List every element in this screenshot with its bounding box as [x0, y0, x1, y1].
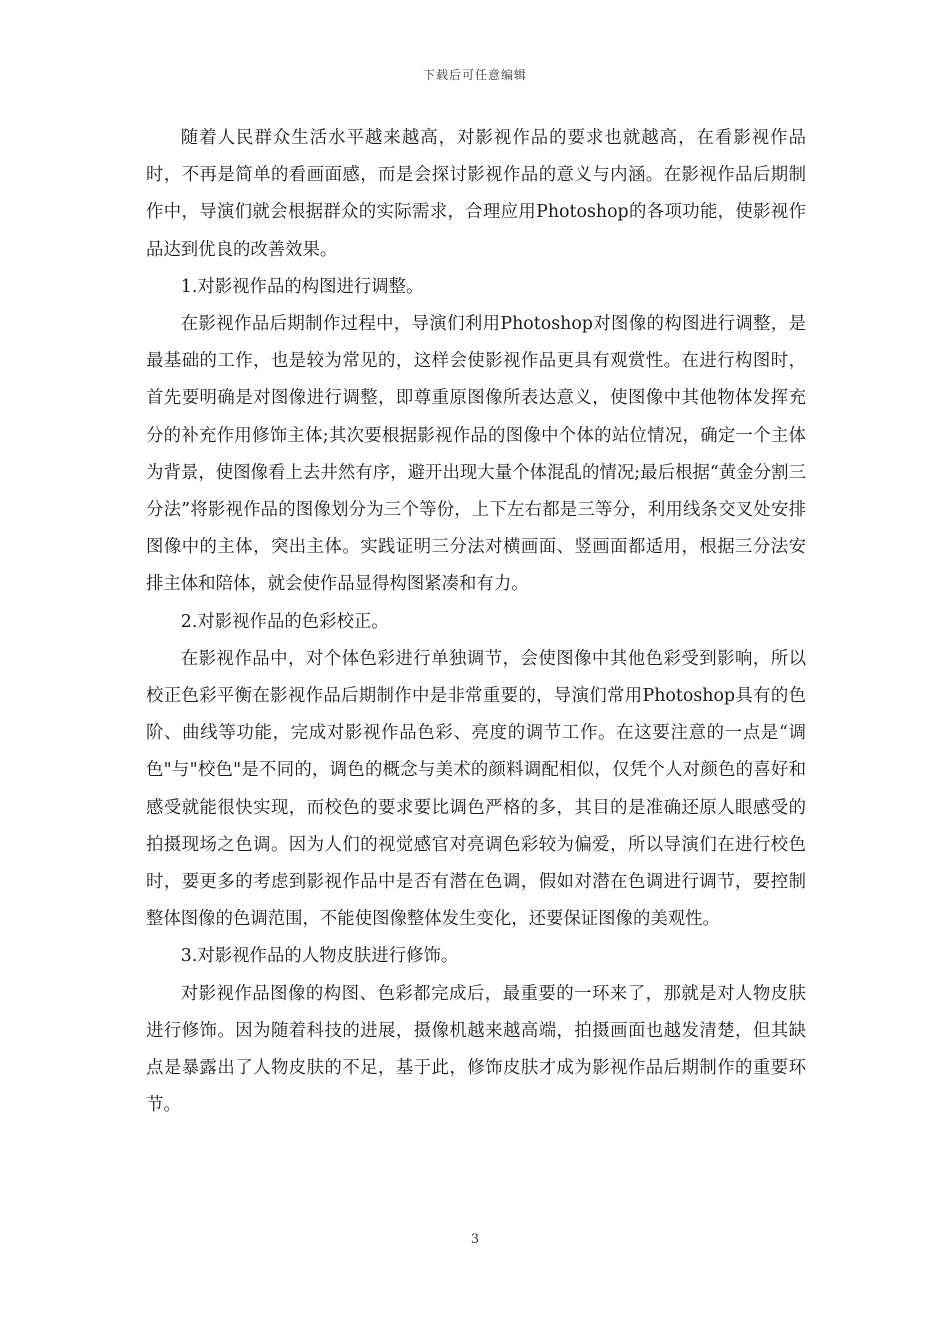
- paragraph-composition: 在影视作品后期制作过程中，导演们利用Photoshop对图像的构图进行调整，是最基础的工作，也是较为常见的，这样会使影视作品更具有观赏性。在进行构图时，首先要明确是对图像进行调整，即尊重原图像所表达意义，使图像中其他物体发挥充分的补充作用修饰主体;其次要根据影视作品的图像中个体的站位情况，确定一个主体为背景，使图像看上去井然有序，避开出现大量个体混乱的情况;最后根据“黄金分割三分法”将影视作品的图像划分为三个等份，上下左右都是三等分，利用线条交叉处安排图像中的主体，突出主体。实践证明三分法对横画面、竖画面都适用，根据三分法安排主体和陪体，就会使作品显得构图紧凑和有力。: [146, 314, 806, 595]
- page-header: 下载后可任意编辑: [422, 68, 527, 82]
- section-heading-composition: 1.对影视作品的构图进行调整。: [180, 276, 424, 297]
- page-number: 3: [470, 1232, 480, 1247]
- paragraph-skin: 对影视作品图像的构图、色彩都完成后，最重要的一环来了，那就是对人物皮肤进行修饰。因为随着科技的进展，摄像机越来越高端，拍摄画面也越发清楚，但其缺点是暴露出了人物皮肤的不足，基于此，修饰皮肤才成为影视作品后期制作的重要环节。: [146, 983, 806, 1116]
- section-heading-skin: 3.对影视作品的人物皮肤进行修饰。: [180, 946, 459, 967]
- paragraph-intro: 随着人民群众生活水平越来越高，对影视作品的要求也就越高，在看影视作品时，不再是简单的看画面感，而是会探讨影视作品的意义与内涵。在影视作品后期制作中，导演们就会根据群众的实际需求，合理应用Photoshop的各项功能，使影视作品达到优良的改善效果。: [146, 128, 806, 260]
- section-heading-color: 2.对影视作品的色彩校正。: [180, 611, 389, 632]
- document-body: [146, 120, 806, 1124]
- paragraph-color: 在影视作品中，对个体色彩进行单独调节，会使图像中其他色彩受到影响，所以校正色彩平衡在影视作品后期制作中是非常重要的，导演们常用Photoshop具有的色阶、曲线等功能，完成对影视作品色彩、亮度的调节工作。在这要注意的一点是“调色"与"校色"是不同的，调色的概念与美术的颜料调配相似，仅凭个人对颜色的喜好和感受就能很快实现，而校色的要求要比调色严格的多，其目的是准确还原人眼感受的拍摄现场之色调。因为人们的视觉感官对亮调色彩较为偏爱，所以导演们在进行校色时，要更多的考虑到影视作品中是否有潜在色调，假如对潜在色调进行调节，要控制整体图像的色调范围，不能使图像整体发生变化，还要保证图像的美观性。: [146, 648, 806, 930]
